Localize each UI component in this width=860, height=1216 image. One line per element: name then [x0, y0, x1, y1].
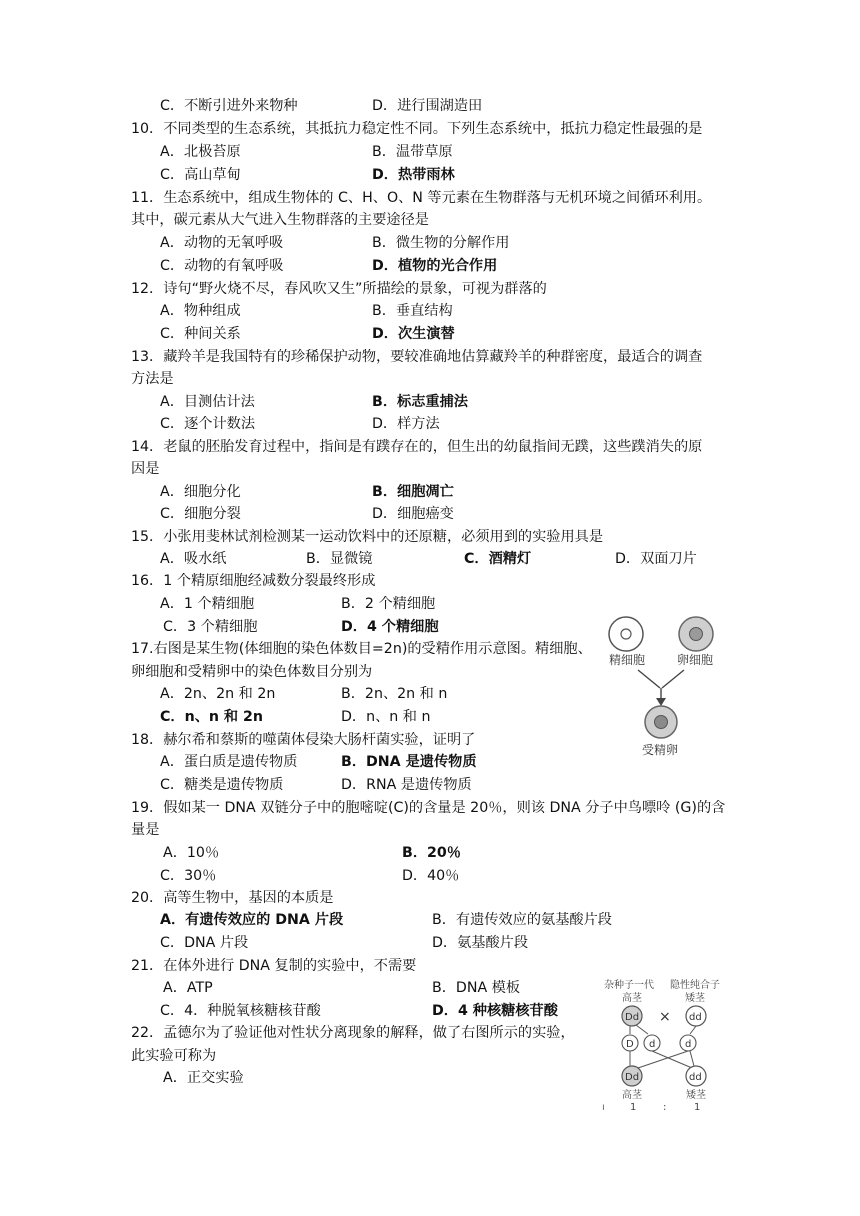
text-line: 19．假如某一 DNA 双链分子中的胞嘧啶(C)的含量是 20％，则该 DNA 分子中鸟嘌呤 (G)的含: [131, 800, 726, 816]
text-line: 22．孟德尔为了验证他对性状分离现象的解释，做了右图所示的实验，: [131, 1025, 575, 1041]
text-line: B．细胞凋亡: [372, 484, 454, 500]
text-line: C．种间关系: [160, 326, 241, 342]
text-line: A．目测估计法: [160, 394, 255, 410]
text-line: D．热带雨林: [372, 167, 455, 183]
text-line: A．正交实验: [163, 1070, 244, 1086]
short-label: 矮茎: [685, 993, 705, 1004]
svg-text:d: d: [649, 1039, 656, 1050]
gamete-d-small-1: [644, 1035, 660, 1051]
gamete-d-small-2: [680, 1035, 696, 1051]
text-line: C．细胞分裂: [160, 506, 241, 522]
ratio-right: 1: [694, 1102, 701, 1112]
zygote-label: 受精卵: [642, 743, 679, 757]
text-line: B．垂直结构: [372, 303, 453, 319]
text-line: D．4 种核糖核苷酸: [432, 1003, 558, 1019]
gamete-lines: [630, 1025, 696, 1034]
offspring-dd-tall: [622, 1066, 642, 1086]
text-line: 量是: [131, 822, 160, 838]
text-line: C．3 个精细胞: [163, 619, 258, 635]
text-line: B．2 个精细胞: [341, 596, 436, 612]
testcross-diagram: [600, 976, 730, 1112]
text-line: A．北极苔原: [160, 144, 241, 160]
text-line: 16．1 个精原细胞经减数分裂最终形成: [131, 573, 376, 589]
text-line: 其中，碳元素从大气进入生物群落的主要途径是: [131, 212, 429, 228]
text-line: 17.右图是某生物(体细胞的染色体数目=2n)的受精作用示意图。精细胞、: [131, 641, 592, 657]
svg-text:dd: dd: [689, 1072, 702, 1083]
text-line: D．样方法: [372, 416, 440, 432]
text-line: A．物种组成: [160, 303, 241, 319]
text-line: 卵细胞和受精卵中的染色体数目分别为: [131, 664, 373, 680]
text-line: D．进行围湖造田: [372, 98, 483, 114]
sperm-cell: [609, 617, 643, 651]
parent-dd-tall: [622, 1006, 642, 1026]
text-line: 15．小张用斐林试剂检测某一运动饮料中的还原糖，必须用到的实验用具是: [131, 529, 604, 545]
egg-label: 卵细胞: [677, 653, 714, 667]
gamete-d-big: [622, 1035, 638, 1051]
text-line: C．动物的有氧呼吸: [160, 258, 284, 274]
offspring-dd-short: [686, 1066, 706, 1086]
text-line: D．植物的光合作用: [372, 258, 498, 274]
fertilization-diagram: [598, 612, 738, 760]
text-line: D．次生演替: [372, 326, 455, 342]
text-line: 方法是: [131, 371, 174, 387]
scan-mark: ı: [602, 1102, 605, 1112]
merge-arrows: [638, 670, 684, 706]
text-line: C．n、n 和 2n: [160, 709, 264, 725]
text-line: A．2n、2n 和 2n: [160, 686, 276, 702]
text-line: D．氨基酸片段: [432, 935, 529, 951]
text-line: B．2n、2n 和 n: [341, 686, 448, 702]
text-line: B．显微镜: [306, 551, 373, 567]
text-line: 12．诗句“野火烧不尽，春风吹又生”所描绘的景象，可视为群落的: [131, 281, 547, 297]
text-line: C．30％: [160, 868, 217, 884]
text-line: A．有遗传效应的 DNA 片段: [160, 912, 344, 928]
svg-text:d: d: [685, 1039, 692, 1050]
text-line: 10．不同类型的生态系统，其抵抗力稳定性不同。下列生态系统中，抵抗力稳定性最强的是: [131, 121, 703, 137]
egg-cell: [679, 617, 713, 651]
text-line: D．4 个精细胞: [341, 619, 439, 635]
recessive-header: 隐性纯合子: [670, 980, 720, 991]
text-line: C．4．种脱氧核糖核苷酸: [160, 1003, 321, 1019]
text-line: B．有遗传效应的氨基酸片段: [432, 912, 612, 928]
text-line: 21．在体外进行 DNA 复制的实验中，不需要: [131, 958, 417, 974]
text-line: A．10％: [163, 845, 220, 861]
svg-text:Dd: Dd: [625, 1072, 640, 1083]
text-line: 因是: [131, 461, 160, 477]
svg-text:Dd: Dd: [625, 1012, 640, 1023]
text-line: B．DNA 模板: [432, 980, 521, 996]
text-line: D．n、n 和 n: [341, 709, 431, 725]
text-line: B．标志重捕法: [372, 394, 468, 410]
ratio-left: 1: [630, 1102, 637, 1112]
sperm-label: 精细胞: [609, 653, 646, 667]
text-line: C．逐个计数法: [160, 416, 256, 432]
zygote-cell: [645, 706, 677, 738]
text-line: C．酒精灯: [464, 551, 532, 567]
text-line: B．DNA 是遗传物质: [341, 754, 477, 770]
parent-dd-short: [686, 1006, 706, 1026]
svg-text:dd: dd: [689, 1012, 702, 1023]
cross-sign: ×: [659, 1009, 671, 1025]
text-line: C．DNA 片段: [160, 935, 249, 951]
tall-label: 高茎: [622, 993, 642, 1004]
text-line: C．糖类是遗传物质: [160, 777, 284, 793]
text-line: A．1 个精细胞: [160, 596, 255, 612]
hybrid-header: 杂种子一代: [604, 980, 654, 991]
text-line: B．20％: [402, 845, 461, 861]
text-line: 18．赫尔希和蔡斯的噬菌体侵染大肠杆菌实验，证明了: [131, 732, 476, 748]
text-line: D．细胞癌变: [372, 506, 454, 522]
text-line: 13．藏羚羊是我国特有的珍稀保护动物，要较准确地估算藏羚羊的种群密度，最适合的调查: [131, 349, 703, 365]
text-line: A．吸水纸: [160, 551, 227, 567]
svg-text:D: D: [626, 1039, 634, 1050]
text-line: B．温带草原: [372, 144, 453, 160]
text-line: 14．老鼠的胚胎发育过程中，指间是有蹼存在的，但生出的幼鼠指间无蹼，这些蹼消失的原: [131, 439, 703, 455]
text-line: D．40％: [402, 868, 460, 884]
text-line: B．微生物的分解作用: [372, 235, 510, 251]
text-line: 20．高等生物中，基因的本质是: [131, 890, 334, 906]
tall-bottom-label: 高茎: [622, 1090, 642, 1101]
text-line: C．高山草甸: [160, 167, 241, 183]
text-line: A．动物的无氧呼吸: [160, 235, 284, 251]
ratio-colon: :: [663, 1102, 667, 1112]
text-line: A．蛋白质是遗传物质: [160, 754, 298, 770]
text-line: D．双面刀片: [615, 551, 697, 567]
text-line: D．RNA 是遗传物质: [341, 777, 472, 793]
offspring-arrows: [630, 1051, 694, 1068]
text-line: A．ATP: [163, 980, 213, 996]
short-bottom-label: 矮茎: [686, 1090, 706, 1101]
text-line: 11．生态系统中，组成生物体的 C、H、O、N 等元素在生物群落与无机环境之间循环利用。: [131, 190, 712, 206]
text-line: C．不断引进外来物种: [160, 98, 298, 114]
text-line: 此实验可称为: [131, 1048, 217, 1064]
text-line: A．细胞分化: [160, 484, 241, 500]
